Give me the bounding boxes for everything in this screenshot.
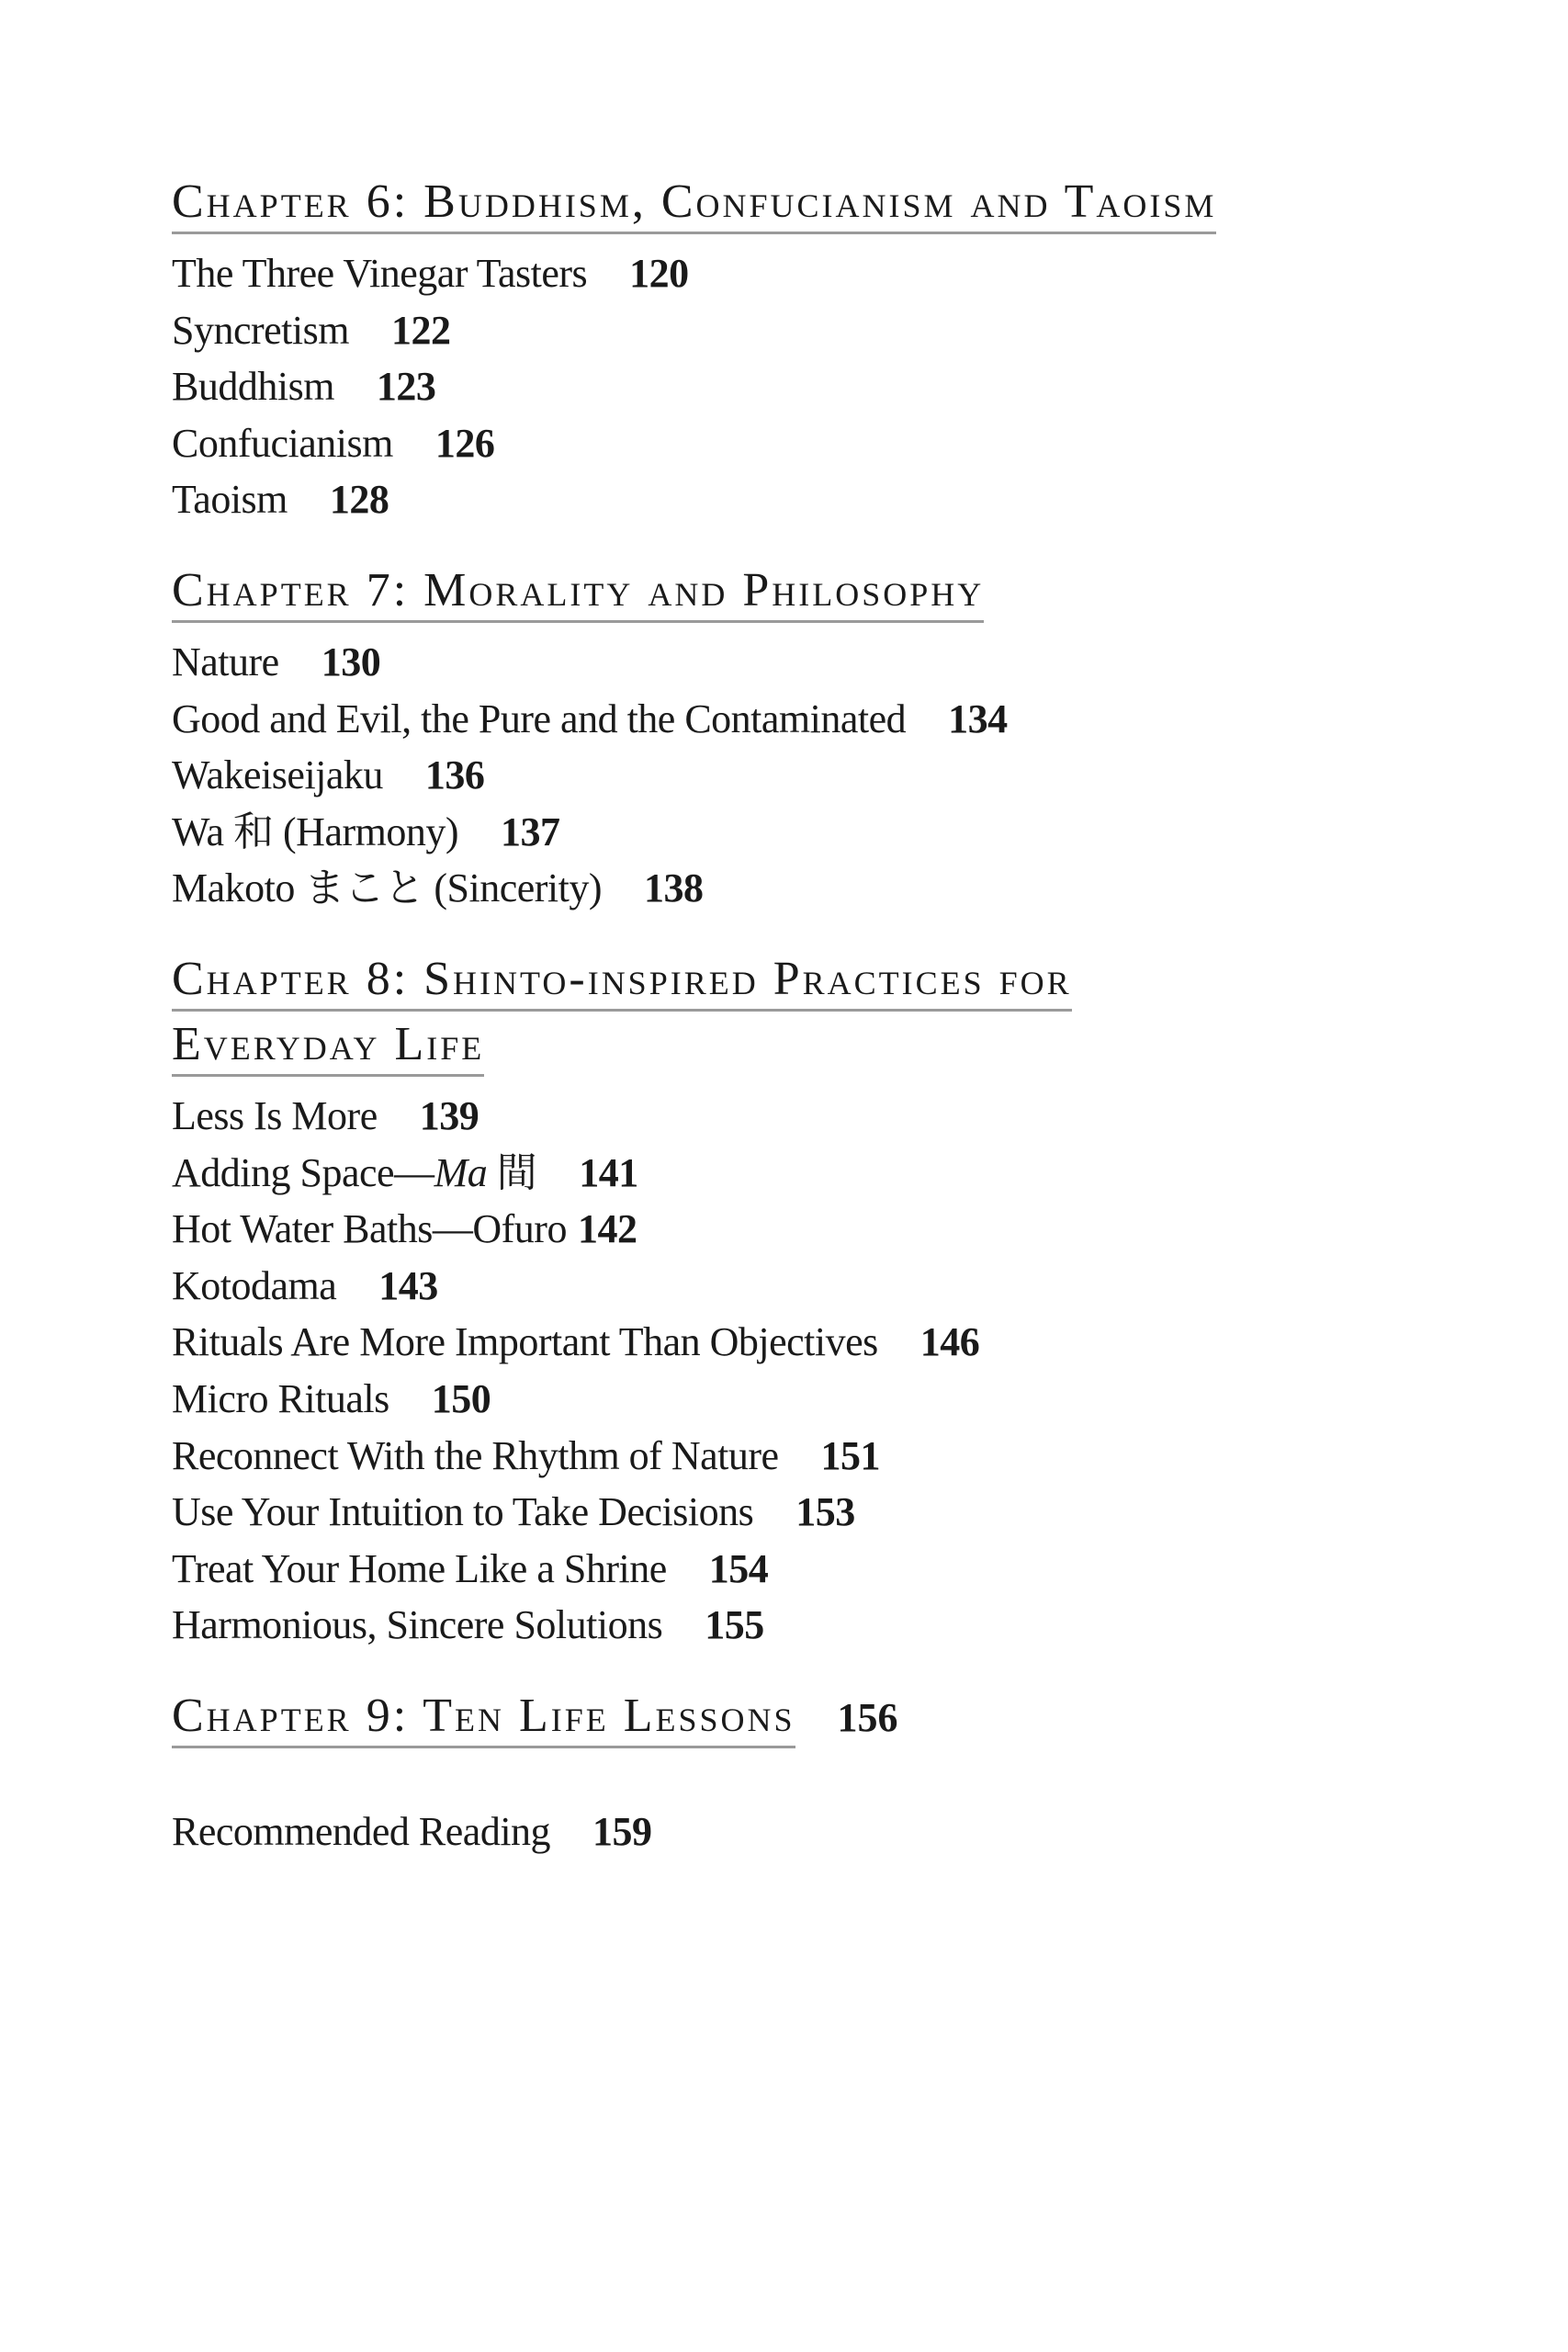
toc-entry-page: 151 — [820, 1432, 881, 1478]
toc-entry-page: 143 — [378, 1262, 438, 1308]
toc-entry[interactable] — [172, 245, 1421, 302]
toc-entry-title: Hot Water Baths—Ofuro — [172, 1206, 567, 1252]
toc-entry[interactable] — [172, 1314, 1421, 1371]
toc-entry-page: 137 — [501, 808, 560, 854]
chapter-8-heading-line-2[interactable]: Everyday Life — [172, 1017, 484, 1077]
toc-entry[interactable] — [172, 302, 1421, 359]
toc-entry-title: The Three Vinegar Tasters — [172, 251, 588, 296]
toc-entry-title — [172, 1150, 536, 1195]
toc-entry[interactable] — [172, 747, 1421, 804]
toc-entry-page: 153 — [795, 1489, 855, 1535]
toc-entry[interactable] — [172, 1145, 1421, 1202]
toc-entry[interactable] — [172, 1201, 1421, 1258]
recommended-reading-entry[interactable] — [172, 1804, 1421, 1860]
toc-entry-page: 146 — [919, 1319, 980, 1365]
toc-entry-title: Rituals Are More Important Than Objectives — [172, 1319, 878, 1365]
toc-entry-page: 120 — [629, 251, 689, 296]
toc-entry-page: 128 — [329, 477, 389, 523]
toc-entry[interactable] — [172, 860, 1421, 917]
toc-entry-title: Harmonious, Sincere Solutions — [172, 1602, 663, 1648]
toc-entry[interactable] — [172, 358, 1421, 415]
recommended-reading-title: Recommended Reading — [172, 1808, 551, 1854]
toc-entry-page: 139 — [419, 1092, 479, 1138]
toc-entry-page: 126 — [434, 420, 495, 466]
toc-entry-page: 123 — [376, 364, 436, 410]
toc-entry[interactable] — [172, 415, 1421, 472]
toc-entry[interactable] — [172, 1428, 1421, 1485]
toc-entry-title: Wakeiseijaku — [172, 752, 383, 798]
toc-entry-title-suffix: 間 — [487, 1149, 537, 1195]
toc-entry[interactable] — [172, 634, 1421, 691]
toc-entry-page: 130 — [321, 639, 381, 684]
toc-entry-title: Wa 和 (Harmony) — [172, 808, 459, 854]
toc-entry-title: Confucianism — [172, 420, 393, 466]
toc-entry-title-prefix: Adding Space— — [172, 1149, 434, 1195]
toc-entry[interactable] — [172, 691, 1421, 748]
toc-entry-title: Reconnect With the Rhythm of Nature — [172, 1432, 779, 1478]
toc-entry-title: Micro Rituals — [172, 1375, 389, 1421]
chapter-9-heading: Chapter 9: Ten Life Lessons — [172, 1689, 795, 1748]
chapter-8-heading-line-1[interactable]: Chapter 8: Shinto-inspired Practices for — [172, 952, 1072, 1012]
toc-entry-page: 142 — [577, 1206, 637, 1252]
toc-entry[interactable] — [172, 1088, 1421, 1145]
toc-entry-title: Makoto まこと (Sincerity) — [172, 865, 603, 911]
toc-entry-title: Taoism — [172, 477, 288, 523]
toc-entry-page: 136 — [424, 752, 485, 798]
chapter-6-section — [172, 175, 1421, 528]
toc-entry-page: 141 — [579, 1149, 638, 1195]
toc-entry-page: 155 — [705, 1602, 764, 1648]
toc-entry-page: 134 — [948, 695, 1008, 741]
toc-entry-page: 154 — [708, 1545, 769, 1591]
recommended-reading-page: 159 — [592, 1808, 652, 1854]
toc-entry-title: Buddhism — [172, 364, 334, 410]
toc-entry-title: Syncretism — [172, 307, 349, 353]
toc-entry-title-italic: Ma — [434, 1149, 488, 1195]
chapter-9-page: 156 — [837, 1694, 898, 1740]
toc-entry-page: 150 — [431, 1375, 491, 1421]
table-of-contents — [172, 175, 1421, 1860]
chapter-8-section — [172, 952, 1421, 1654]
toc-entry[interactable] — [172, 471, 1421, 528]
toc-entry-page: 122 — [390, 307, 451, 353]
toc-entry-page: 138 — [644, 865, 704, 911]
chapter-6-heading[interactable]: Chapter 6: Buddhism, Confucianism and Taoism — [172, 175, 1216, 234]
toc-entry-title: Use Your Intuition to Take Decisions — [172, 1489, 754, 1535]
toc-entry[interactable] — [172, 1484, 1421, 1541]
toc-entry-title: Good and Evil, the Pure and the Contaminated — [172, 695, 907, 741]
chapter-9-section — [172, 1689, 1421, 1759]
chapter-9-row[interactable] — [172, 1689, 1421, 1759]
chapter-7-heading[interactable]: Chapter 7: Morality and Philosophy — [172, 563, 984, 623]
toc-entry[interactable] — [172, 1541, 1421, 1598]
toc-entry-title: Kotodama — [172, 1262, 337, 1308]
toc-entry[interactable] — [172, 1371, 1421, 1428]
chapter-7-section — [172, 563, 1421, 917]
toc-entry-title: Nature — [172, 639, 279, 684]
toc-entry-title: Less Is More — [172, 1092, 378, 1138]
toc-entry[interactable] — [172, 804, 1421, 861]
toc-entry-title: Treat Your Home Like a Shrine — [172, 1545, 667, 1591]
toc-entry[interactable] — [172, 1597, 1421, 1654]
toc-entry[interactable] — [172, 1258, 1421, 1315]
